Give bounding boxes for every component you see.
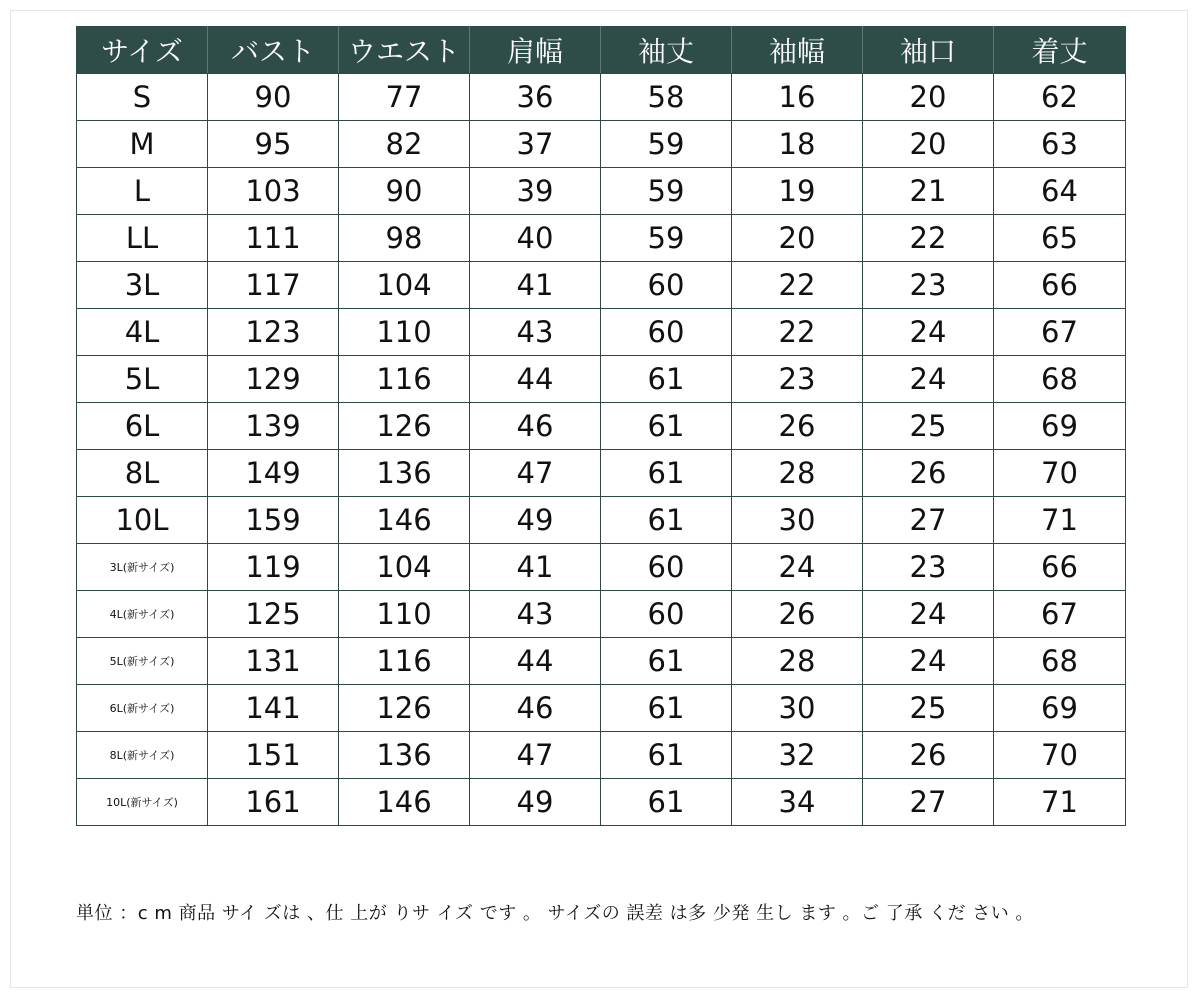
- cell-sleeve-length: 61: [601, 732, 732, 779]
- cell-bust: 90: [208, 74, 339, 121]
- cell-shoulder-width: 39: [470, 168, 601, 215]
- cell-size: 10L(新サイズ): [77, 779, 208, 826]
- cell-body-length: 71: [994, 497, 1126, 544]
- cell-sleeve-width: 20: [732, 215, 863, 262]
- cell-waist: 110: [339, 309, 470, 356]
- cell-body-length: 62: [994, 74, 1126, 121]
- cell-shoulder-width: 47: [470, 450, 601, 497]
- cell-cuff: 27: [863, 779, 994, 826]
- cell-body-length: 67: [994, 309, 1126, 356]
- cell-shoulder-width: 37: [470, 121, 601, 168]
- cell-shoulder-width: 40: [470, 215, 601, 262]
- table-row: [77, 591, 1126, 638]
- cell-cuff: 21: [863, 168, 994, 215]
- cell-shoulder-width: 46: [470, 403, 601, 450]
- size-note: 単位 ：c m 商品 サイ ズは 、仕 上が りサ イズ です 。 サイズの 誤差 は多 少発 生し ます 。ご 了承 くだ さい 。: [76, 903, 1034, 924]
- table-row: [77, 168, 1126, 215]
- cell-size: 4L(新サイズ): [77, 591, 208, 638]
- cell-waist: 82: [339, 121, 470, 168]
- header-waist: ウエスト: [339, 27, 470, 74]
- header-shoulder-width: 肩幅: [470, 27, 601, 74]
- cell-size: LL: [77, 215, 208, 262]
- cell-size: 5L(新サイズ): [77, 638, 208, 685]
- cell-shoulder-width: 47: [470, 732, 601, 779]
- size-chart-table: [76, 26, 1126, 826]
- cell-sleeve-width: 26: [732, 403, 863, 450]
- cell-waist: 126: [339, 685, 470, 732]
- cell-body-length: 68: [994, 638, 1126, 685]
- cell-body-length: 63: [994, 121, 1126, 168]
- cell-sleeve-length: 61: [601, 685, 732, 732]
- cell-sleeve-length: 61: [601, 356, 732, 403]
- cell-size: 6L: [77, 403, 208, 450]
- table-row: [77, 262, 1126, 309]
- cell-body-length: 68: [994, 356, 1126, 403]
- cell-bust: 141: [208, 685, 339, 732]
- cell-shoulder-width: 49: [470, 497, 601, 544]
- cell-shoulder-width: 46: [470, 685, 601, 732]
- cell-bust: 151: [208, 732, 339, 779]
- cell-sleeve-width: 16: [732, 74, 863, 121]
- cell-sleeve-width: 28: [732, 638, 863, 685]
- cell-shoulder-width: 36: [470, 74, 601, 121]
- table-row: [77, 779, 1126, 826]
- cell-body-length: 70: [994, 732, 1126, 779]
- cell-body-length: 66: [994, 544, 1126, 591]
- cell-bust: 111: [208, 215, 339, 262]
- table-row: [77, 403, 1126, 450]
- cell-size: 6L(新サイズ): [77, 685, 208, 732]
- cell-sleeve-length: 60: [601, 309, 732, 356]
- cell-waist: 146: [339, 497, 470, 544]
- cell-bust: 123: [208, 309, 339, 356]
- cell-waist: 116: [339, 638, 470, 685]
- cell-cuff: 24: [863, 591, 994, 638]
- table-row: [77, 215, 1126, 262]
- cell-cuff: 20: [863, 121, 994, 168]
- cell-body-length: 71: [994, 779, 1126, 826]
- cell-waist: 116: [339, 356, 470, 403]
- cell-sleeve-length: 60: [601, 544, 732, 591]
- header-row: [77, 27, 1126, 74]
- cell-cuff: 24: [863, 638, 994, 685]
- cell-waist: 90: [339, 168, 470, 215]
- cell-size: 3L(新サイズ): [77, 544, 208, 591]
- cell-sleeve-width: 18: [732, 121, 863, 168]
- cell-body-length: 67: [994, 591, 1126, 638]
- table-row: [77, 450, 1126, 497]
- table-row: [77, 638, 1126, 685]
- cell-bust: 117: [208, 262, 339, 309]
- cell-bust: 131: [208, 638, 339, 685]
- table-header: [77, 27, 1126, 74]
- cell-sleeve-width: 28: [732, 450, 863, 497]
- cell-sleeve-length: 61: [601, 779, 732, 826]
- cell-bust: 149: [208, 450, 339, 497]
- cell-sleeve-width: 26: [732, 591, 863, 638]
- cell-cuff: 23: [863, 544, 994, 591]
- cell-sleeve-width: 30: [732, 685, 863, 732]
- cell-body-length: 70: [994, 450, 1126, 497]
- table-row: [77, 309, 1126, 356]
- table-body: [77, 74, 1126, 826]
- cell-waist: 146: [339, 779, 470, 826]
- cell-size: 4L: [77, 309, 208, 356]
- cell-waist: 77: [339, 74, 470, 121]
- cell-sleeve-length: 60: [601, 591, 732, 638]
- cell-waist: 98: [339, 215, 470, 262]
- cell-bust: 119: [208, 544, 339, 591]
- cell-waist: 110: [339, 591, 470, 638]
- header-cuff: 袖口: [863, 27, 994, 74]
- cell-size: 3L: [77, 262, 208, 309]
- cell-size: S: [77, 74, 208, 121]
- cell-cuff: 24: [863, 309, 994, 356]
- cell-bust: 161: [208, 779, 339, 826]
- cell-cuff: 27: [863, 497, 994, 544]
- table-row: [77, 685, 1126, 732]
- table-row: [77, 74, 1126, 121]
- cell-size: L: [77, 168, 208, 215]
- cell-bust: 125: [208, 591, 339, 638]
- cell-sleeve-length: 58: [601, 74, 732, 121]
- table-row: [77, 497, 1126, 544]
- cell-body-length: 66: [994, 262, 1126, 309]
- cell-waist: 136: [339, 732, 470, 779]
- cell-cuff: 26: [863, 732, 994, 779]
- cell-sleeve-length: 59: [601, 121, 732, 168]
- cell-body-length: 65: [994, 215, 1126, 262]
- cell-cuff: 25: [863, 403, 994, 450]
- cell-sleeve-width: 24: [732, 544, 863, 591]
- cell-waist: 104: [339, 262, 470, 309]
- table-row: [77, 544, 1126, 591]
- cell-sleeve-width: 22: [732, 309, 863, 356]
- header-body-length: 着丈: [994, 27, 1126, 74]
- cell-sleeve-length: 61: [601, 450, 732, 497]
- cell-size: 10L: [77, 497, 208, 544]
- cell-cuff: 25: [863, 685, 994, 732]
- cell-cuff: 24: [863, 356, 994, 403]
- cell-shoulder-width: 41: [470, 544, 601, 591]
- cell-cuff: 20: [863, 74, 994, 121]
- table-row: [77, 121, 1126, 168]
- cell-bust: 103: [208, 168, 339, 215]
- table-row: [77, 356, 1126, 403]
- cell-sleeve-width: 23: [732, 356, 863, 403]
- cell-sleeve-width: 30: [732, 497, 863, 544]
- cell-shoulder-width: 43: [470, 309, 601, 356]
- cell-body-length: 69: [994, 685, 1126, 732]
- cell-shoulder-width: 44: [470, 356, 601, 403]
- cell-waist: 104: [339, 544, 470, 591]
- cell-sleeve-width: 34: [732, 779, 863, 826]
- cell-size: M: [77, 121, 208, 168]
- cell-sleeve-length: 61: [601, 403, 732, 450]
- cell-sleeve-length: 59: [601, 215, 732, 262]
- cell-sleeve-width: 32: [732, 732, 863, 779]
- cell-waist: 136: [339, 450, 470, 497]
- cell-shoulder-width: 43: [470, 591, 601, 638]
- cell-size: 5L: [77, 356, 208, 403]
- cell-bust: 139: [208, 403, 339, 450]
- cell-sleeve-width: 19: [732, 168, 863, 215]
- header-sleeve-width: 袖幅: [732, 27, 863, 74]
- cell-cuff: 26: [863, 450, 994, 497]
- cell-size: 8L: [77, 450, 208, 497]
- cell-shoulder-width: 41: [470, 262, 601, 309]
- cell-sleeve-length: 61: [601, 638, 732, 685]
- cell-shoulder-width: 44: [470, 638, 601, 685]
- header-bust: バスト: [208, 27, 339, 74]
- header-sleeve-length: 袖丈: [601, 27, 732, 74]
- header-size: サイズ: [77, 27, 208, 74]
- cell-cuff: 23: [863, 262, 994, 309]
- cell-sleeve-length: 59: [601, 168, 732, 215]
- cell-sleeve-length: 60: [601, 262, 732, 309]
- cell-bust: 129: [208, 356, 339, 403]
- cell-bust: 159: [208, 497, 339, 544]
- cell-sleeve-length: 61: [601, 497, 732, 544]
- cell-waist: 126: [339, 403, 470, 450]
- cell-size: 8L(新サイズ): [77, 732, 208, 779]
- cell-shoulder-width: 49: [470, 779, 601, 826]
- cell-cuff: 22: [863, 215, 994, 262]
- cell-bust: 95: [208, 121, 339, 168]
- table-row: [77, 732, 1126, 779]
- cell-body-length: 69: [994, 403, 1126, 450]
- cell-sleeve-width: 22: [732, 262, 863, 309]
- cell-body-length: 64: [994, 168, 1126, 215]
